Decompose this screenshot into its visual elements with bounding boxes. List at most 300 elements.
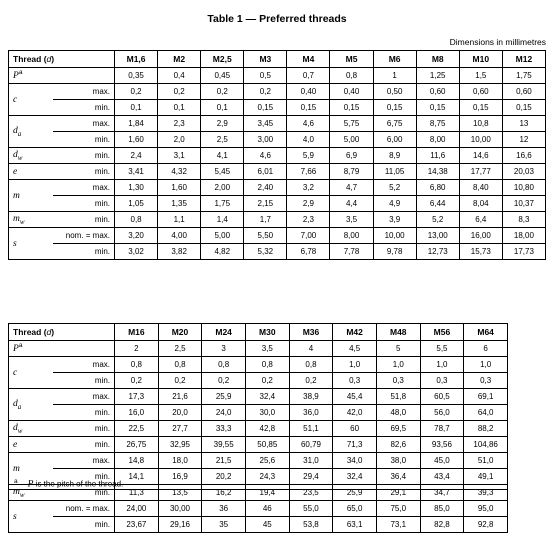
footnote xyxy=(8,475,508,490)
value-cell: 1,5 xyxy=(459,68,502,84)
value-cell: 36,0 xyxy=(289,405,333,421)
value-cell: 16,9 xyxy=(158,469,202,485)
value-cell: 0,35 xyxy=(115,68,158,84)
value-cell: 1,0 xyxy=(420,357,464,373)
symbol-text: e xyxy=(13,166,18,177)
column-header: M36 xyxy=(289,324,333,341)
value-cell: 3,82 xyxy=(158,244,201,260)
value-cell: 25,9 xyxy=(333,485,377,501)
value-cell: 4,00 xyxy=(158,228,201,244)
value-cell: 0,8 xyxy=(158,357,202,373)
symbol-text: m xyxy=(13,486,20,497)
value-cell: 20,03 xyxy=(502,164,545,180)
table-row xyxy=(9,421,508,437)
value-cell: 4,32 xyxy=(158,164,201,180)
value-cell: 104,86 xyxy=(464,437,508,453)
value-cell: 8,75 xyxy=(416,116,459,132)
table-row xyxy=(9,244,546,260)
column-header: M4 xyxy=(287,51,330,68)
value-cell: 1,60 xyxy=(158,180,201,196)
value-cell: 9,78 xyxy=(373,244,416,260)
value-cell: 3,5 xyxy=(330,212,373,228)
value-cell: 55,0 xyxy=(289,501,333,517)
value-cell: 51,8 xyxy=(376,389,420,405)
value-cell: 0,4 xyxy=(158,68,201,84)
value-cell: 24,0 xyxy=(202,405,246,421)
value-cell: 6 xyxy=(464,341,508,357)
value-cell: 32,95 xyxy=(158,437,202,453)
symbol-text: e xyxy=(13,439,18,450)
value-cell: 0,3 xyxy=(464,373,508,389)
symbol-cell: $P^a$ xyxy=(9,341,53,357)
value-cell: 19,4 xyxy=(245,485,289,501)
value-cell: 12,73 xyxy=(416,244,459,260)
table-row xyxy=(9,180,546,196)
value-cell: 0,1 xyxy=(158,100,201,116)
footnote-marker: a xyxy=(14,478,18,485)
table-row xyxy=(9,148,546,164)
qualifier-cell: min. xyxy=(53,244,115,260)
value-cell: 0,60 xyxy=(459,84,502,100)
qualifier-cell: min. xyxy=(53,132,115,148)
value-cell: 0,45 xyxy=(201,68,244,84)
value-cell: 0,50 xyxy=(373,84,416,100)
table-row xyxy=(9,389,508,405)
column-header: M30 xyxy=(245,324,289,341)
value-cell: 12 xyxy=(502,132,545,148)
qualifier-cell: min. xyxy=(53,517,115,533)
value-cell: 1 xyxy=(373,68,416,84)
value-cell: 69,1 xyxy=(464,389,508,405)
value-cell: 27,7 xyxy=(158,421,202,437)
value-cell: 16,0 xyxy=(115,405,159,421)
value-cell: 23,5 xyxy=(289,485,333,501)
value-cell: 4,6 xyxy=(244,148,287,164)
value-cell: 1,05 xyxy=(115,196,158,212)
qualifier-cell: max. xyxy=(53,180,115,196)
value-cell: 21,5 xyxy=(202,453,246,469)
qualifier-cell: min. xyxy=(53,405,115,421)
value-cell: 0,8 xyxy=(330,68,373,84)
value-cell: 8,3 xyxy=(502,212,545,228)
table-row xyxy=(9,228,546,244)
value-cell: 2,00 xyxy=(201,180,244,196)
value-cell: 5,9 xyxy=(287,148,330,164)
value-cell: 6,01 xyxy=(244,164,287,180)
value-cell: 3,45 xyxy=(244,116,287,132)
dimensions-note: Dimensions in millimetres xyxy=(449,37,546,47)
value-cell: 3,41 xyxy=(115,164,158,180)
value-cell: 3,5 xyxy=(245,341,289,357)
value-cell: 14,38 xyxy=(416,164,459,180)
column-header: M64 xyxy=(464,324,508,341)
value-cell: 0,15 xyxy=(330,100,373,116)
value-cell: 43,4 xyxy=(420,469,464,485)
value-cell: 7,00 xyxy=(287,228,330,244)
value-cell: 8,04 xyxy=(459,196,502,212)
table-row xyxy=(9,437,508,453)
value-cell: 1,30 xyxy=(115,180,158,196)
table-row xyxy=(9,100,546,116)
value-cell: 39,55 xyxy=(202,437,246,453)
value-cell: 42,0 xyxy=(333,405,377,421)
column-header: M2,5 xyxy=(201,51,244,68)
symbol-text: P xyxy=(13,344,19,355)
value-cell: 24,00 xyxy=(115,501,159,517)
symbol-cell: $m_w$ xyxy=(9,485,53,501)
value-cell: 0,8 xyxy=(115,357,159,373)
value-cell: 2,5 xyxy=(201,132,244,148)
value-cell: 5 xyxy=(376,341,420,357)
symbol-text: s xyxy=(13,511,17,522)
value-cell: 0,60 xyxy=(502,84,545,100)
qualifier-cell: max. xyxy=(53,357,115,373)
value-cell: 5,00 xyxy=(201,228,244,244)
value-cell: 1,4 xyxy=(201,212,244,228)
qualifier-cell: min. xyxy=(53,100,115,116)
value-cell: 8,79 xyxy=(330,164,373,180)
table-row xyxy=(9,357,508,373)
value-cell: 1,35 xyxy=(158,196,201,212)
value-cell: 18,00 xyxy=(502,228,545,244)
value-cell: 13,00 xyxy=(416,228,459,244)
qualifier-cell: nom. = max. xyxy=(53,501,115,517)
value-cell: 3,2 xyxy=(287,180,330,196)
symbol-text: P xyxy=(13,71,19,82)
value-cell: 8,00 xyxy=(330,228,373,244)
value-cell: 3,02 xyxy=(115,244,158,260)
table-row xyxy=(9,453,508,469)
qualifier-cell: max. xyxy=(53,84,115,100)
value-cell: 0,2 xyxy=(245,373,289,389)
value-cell: 4,9 xyxy=(373,196,416,212)
value-cell: 3,9 xyxy=(373,212,416,228)
value-cell: 4,4 xyxy=(330,196,373,212)
value-cell: 6,44 xyxy=(416,196,459,212)
column-header: M3 xyxy=(244,51,287,68)
value-cell: 0,8 xyxy=(289,357,333,373)
value-cell: 78,7 xyxy=(420,421,464,437)
table-row xyxy=(9,405,508,421)
value-cell: 0,3 xyxy=(420,373,464,389)
qualifier-cell: min. xyxy=(53,373,115,389)
value-cell: 4,82 xyxy=(201,244,244,260)
value-cell: 1,25 xyxy=(416,68,459,84)
value-cell: 75,0 xyxy=(376,501,420,517)
value-cell: 45,0 xyxy=(420,453,464,469)
value-cell: 1,84 xyxy=(115,116,158,132)
value-cell: 0,15 xyxy=(502,100,545,116)
value-cell: 0,3 xyxy=(333,373,377,389)
symbol-text: d xyxy=(13,125,18,136)
value-cell: 6,4 xyxy=(459,212,502,228)
value-cell: 25,6 xyxy=(245,453,289,469)
value-cell: 16,00 xyxy=(459,228,502,244)
symbol-cell xyxy=(9,437,53,453)
value-cell: 0,7 xyxy=(287,68,330,84)
value-cell: 4,1 xyxy=(201,148,244,164)
value-cell: 10,80 xyxy=(502,180,545,196)
value-cell: 5,32 xyxy=(244,244,287,260)
qualifier-cell: min. xyxy=(53,212,115,228)
value-cell: 2,15 xyxy=(244,196,287,212)
symbol-cell xyxy=(9,180,53,212)
value-cell: 30,00 xyxy=(158,501,202,517)
table-row xyxy=(9,341,508,357)
value-cell: 6,00 xyxy=(373,132,416,148)
column-header: M20 xyxy=(158,324,202,341)
value-cell: 32,4 xyxy=(245,389,289,405)
value-cell: 17,73 xyxy=(502,244,545,260)
symbol-cell xyxy=(9,357,53,389)
value-cell: 18,0 xyxy=(158,453,202,469)
value-cell: 33,3 xyxy=(202,421,246,437)
value-cell: 1,0 xyxy=(333,357,377,373)
value-cell: 10,00 xyxy=(459,132,502,148)
value-cell: 5,2 xyxy=(416,212,459,228)
value-cell: 8,40 xyxy=(459,180,502,196)
value-cell: 1,75 xyxy=(502,68,545,84)
value-cell: 65,0 xyxy=(333,501,377,517)
symbol-text: c xyxy=(13,94,18,105)
value-cell: 3,20 xyxy=(115,228,158,244)
qualifier-cell xyxy=(53,341,115,357)
value-cell: 20,0 xyxy=(158,405,202,421)
table-row xyxy=(9,68,546,84)
value-cell: 1,0 xyxy=(376,357,420,373)
value-cell: 17,3 xyxy=(115,389,159,405)
symbol-cell xyxy=(9,228,53,260)
value-cell: 92,8 xyxy=(464,517,508,533)
value-cell: 0,1 xyxy=(201,100,244,116)
value-cell: 10,37 xyxy=(502,196,545,212)
value-cell: 29,16 xyxy=(158,517,202,533)
symbol-text: d xyxy=(13,398,18,409)
value-cell: 0,2 xyxy=(202,373,246,389)
value-cell: 6,75 xyxy=(373,116,416,132)
value-cell: 36 xyxy=(202,501,246,517)
value-cell: 71,3 xyxy=(333,437,377,453)
value-cell: 64,0 xyxy=(464,405,508,421)
value-cell: 48,0 xyxy=(376,405,420,421)
value-cell: 0,8 xyxy=(202,357,246,373)
value-cell: 0,15 xyxy=(373,100,416,116)
value-cell: 3,1 xyxy=(158,148,201,164)
value-cell: 0,2 xyxy=(115,84,158,100)
value-cell: 0,15 xyxy=(244,100,287,116)
value-cell: 60,79 xyxy=(289,437,333,453)
value-cell: 2,3 xyxy=(287,212,330,228)
value-cell: 42,8 xyxy=(245,421,289,437)
value-cell: 0,15 xyxy=(459,100,502,116)
column-header: M8 xyxy=(416,51,459,68)
value-cell: 31,0 xyxy=(289,453,333,469)
value-cell: 10,00 xyxy=(373,228,416,244)
value-cell: 34,0 xyxy=(333,453,377,469)
value-cell: 0,8 xyxy=(115,212,158,228)
qualifier-cell: min. xyxy=(53,148,115,164)
column-header: M48 xyxy=(376,324,420,341)
value-cell: 5,2 xyxy=(373,180,416,196)
value-cell: 21,6 xyxy=(158,389,202,405)
value-cell: 5,45 xyxy=(201,164,244,180)
value-cell: 23,67 xyxy=(115,517,159,533)
value-cell: 8,00 xyxy=(416,132,459,148)
value-cell: 45 xyxy=(245,517,289,533)
value-cell: 53,8 xyxy=(289,517,333,533)
symbol-text: m xyxy=(13,213,20,224)
table-row xyxy=(9,517,508,533)
table-row xyxy=(9,116,546,132)
symbol-text: d xyxy=(13,422,18,433)
value-cell: 5,50 xyxy=(244,228,287,244)
value-cell: 0,40 xyxy=(287,84,330,100)
value-cell: 0,2 xyxy=(158,373,202,389)
qualifier-cell: min. xyxy=(53,485,115,501)
qualifier-cell: min. xyxy=(53,196,115,212)
value-cell: 5,5 xyxy=(420,341,464,357)
value-cell: 88,2 xyxy=(464,421,508,437)
qualifier-cell: max. xyxy=(53,116,115,132)
column-header: M24 xyxy=(202,324,246,341)
value-cell: 4,7 xyxy=(330,180,373,196)
value-cell: 4,6 xyxy=(287,116,330,132)
column-header: M2 xyxy=(158,51,201,68)
value-cell: 20,2 xyxy=(202,469,246,485)
value-cell: 46 xyxy=(245,501,289,517)
value-cell: 39,3 xyxy=(464,485,508,501)
value-cell: 11,05 xyxy=(373,164,416,180)
symbol-text: c xyxy=(13,367,18,378)
value-cell: 2,3 xyxy=(158,116,201,132)
thread-header-label: Thread (d) xyxy=(9,51,115,68)
qualifier-cell xyxy=(53,68,115,84)
value-cell: 69,5 xyxy=(376,421,420,437)
preferred-threads-table-2 xyxy=(8,323,508,533)
value-cell: 73,1 xyxy=(376,517,420,533)
value-cell: 8,9 xyxy=(373,148,416,164)
value-cell: 82,8 xyxy=(420,517,464,533)
value-cell: 45,4 xyxy=(333,389,377,405)
value-cell: 63,1 xyxy=(333,517,377,533)
column-header: M1,6 xyxy=(115,51,158,68)
value-cell: 16,6 xyxy=(502,148,545,164)
value-cell: 14,8 xyxy=(115,453,159,469)
header-row xyxy=(9,51,546,68)
value-cell: 10,8 xyxy=(459,116,502,132)
value-cell: 1,60 xyxy=(115,132,158,148)
table-row xyxy=(9,132,546,148)
value-cell: 60,5 xyxy=(420,389,464,405)
value-cell: 1,1 xyxy=(158,212,201,228)
table-row xyxy=(9,501,508,517)
value-cell: 0,2 xyxy=(158,84,201,100)
qualifier-cell: max. xyxy=(53,453,115,469)
symbol-cell: $d_w$ xyxy=(9,421,53,437)
value-cell: 85,0 xyxy=(420,501,464,517)
value-cell: 51,1 xyxy=(289,421,333,437)
symbol-text: s xyxy=(13,238,17,249)
value-cell: 14,1 xyxy=(115,469,159,485)
value-cell: 29,1 xyxy=(376,485,420,501)
qualifier-cell: min. xyxy=(53,164,115,180)
value-cell: 6,78 xyxy=(287,244,330,260)
value-cell: 5,00 xyxy=(330,132,373,148)
symbol-cell: $d_w$ xyxy=(9,148,53,164)
value-cell: 0,5 xyxy=(244,68,287,84)
value-cell: 0,40 xyxy=(330,84,373,100)
value-cell: 14,6 xyxy=(459,148,502,164)
value-cell: 1,7 xyxy=(244,212,287,228)
value-cell: 22,5 xyxy=(115,421,159,437)
value-cell: 0,2 xyxy=(115,373,159,389)
value-cell: 17,77 xyxy=(459,164,502,180)
value-cell: 7,78 xyxy=(330,244,373,260)
value-cell: 3,00 xyxy=(244,132,287,148)
value-cell: 11,3 xyxy=(115,485,159,501)
column-header: M10 xyxy=(459,51,502,68)
value-cell: 60 xyxy=(333,421,377,437)
qualifier-cell: min. xyxy=(53,437,115,453)
value-cell: 26,75 xyxy=(115,437,159,453)
value-cell: 6,80 xyxy=(416,180,459,196)
symbol-cell: $d_a$ xyxy=(9,389,53,421)
value-cell: 25,9 xyxy=(202,389,246,405)
value-cell: 0,2 xyxy=(244,84,287,100)
symbol-cell xyxy=(9,84,53,116)
value-cell: 0,2 xyxy=(201,84,244,100)
value-cell: 82,6 xyxy=(376,437,420,453)
symbol-text: d xyxy=(13,149,18,160)
value-cell: 1,0 xyxy=(464,357,508,373)
footnote-text: is the pitch of the thread. xyxy=(33,479,124,489)
table-row xyxy=(9,164,546,180)
value-cell: 0,15 xyxy=(416,100,459,116)
table-row xyxy=(9,373,508,389)
value-cell: 4 xyxy=(289,341,333,357)
value-cell: 7,66 xyxy=(287,164,330,180)
value-cell: 6,9 xyxy=(330,148,373,164)
table-row xyxy=(9,212,546,228)
symbol-cell: $d_a$ xyxy=(9,116,53,148)
value-cell: 38,9 xyxy=(289,389,333,405)
value-cell: 49,1 xyxy=(464,469,508,485)
value-cell: 2 xyxy=(115,341,159,357)
qualifier-cell: nom. = max. xyxy=(53,228,115,244)
symbol-cell: $P^a$ xyxy=(9,68,53,84)
table-title: Table 1 — Preferred threads xyxy=(207,13,347,25)
value-cell: 29,4 xyxy=(289,469,333,485)
value-cell: 3 xyxy=(202,341,246,357)
value-cell: 4,0 xyxy=(287,132,330,148)
value-cell: 24,3 xyxy=(245,469,289,485)
value-cell: 1,75 xyxy=(201,196,244,212)
preferred-threads-table-1 xyxy=(8,50,546,260)
value-cell: 50,85 xyxy=(245,437,289,453)
value-cell: 36,4 xyxy=(376,469,420,485)
qualifier-cell: min. xyxy=(53,469,115,485)
table-row xyxy=(9,84,546,100)
value-cell: 16,2 xyxy=(202,485,246,501)
symbol-text: m xyxy=(13,190,20,201)
symbol-cell: $m_w$ xyxy=(9,212,53,228)
value-cell: 95,0 xyxy=(464,501,508,517)
value-cell: 15,73 xyxy=(459,244,502,260)
value-cell: 2,4 xyxy=(115,148,158,164)
value-cell: 35 xyxy=(202,517,246,533)
thread-header-label: Thread (d) xyxy=(9,324,115,341)
value-cell: 51,0 xyxy=(464,453,508,469)
